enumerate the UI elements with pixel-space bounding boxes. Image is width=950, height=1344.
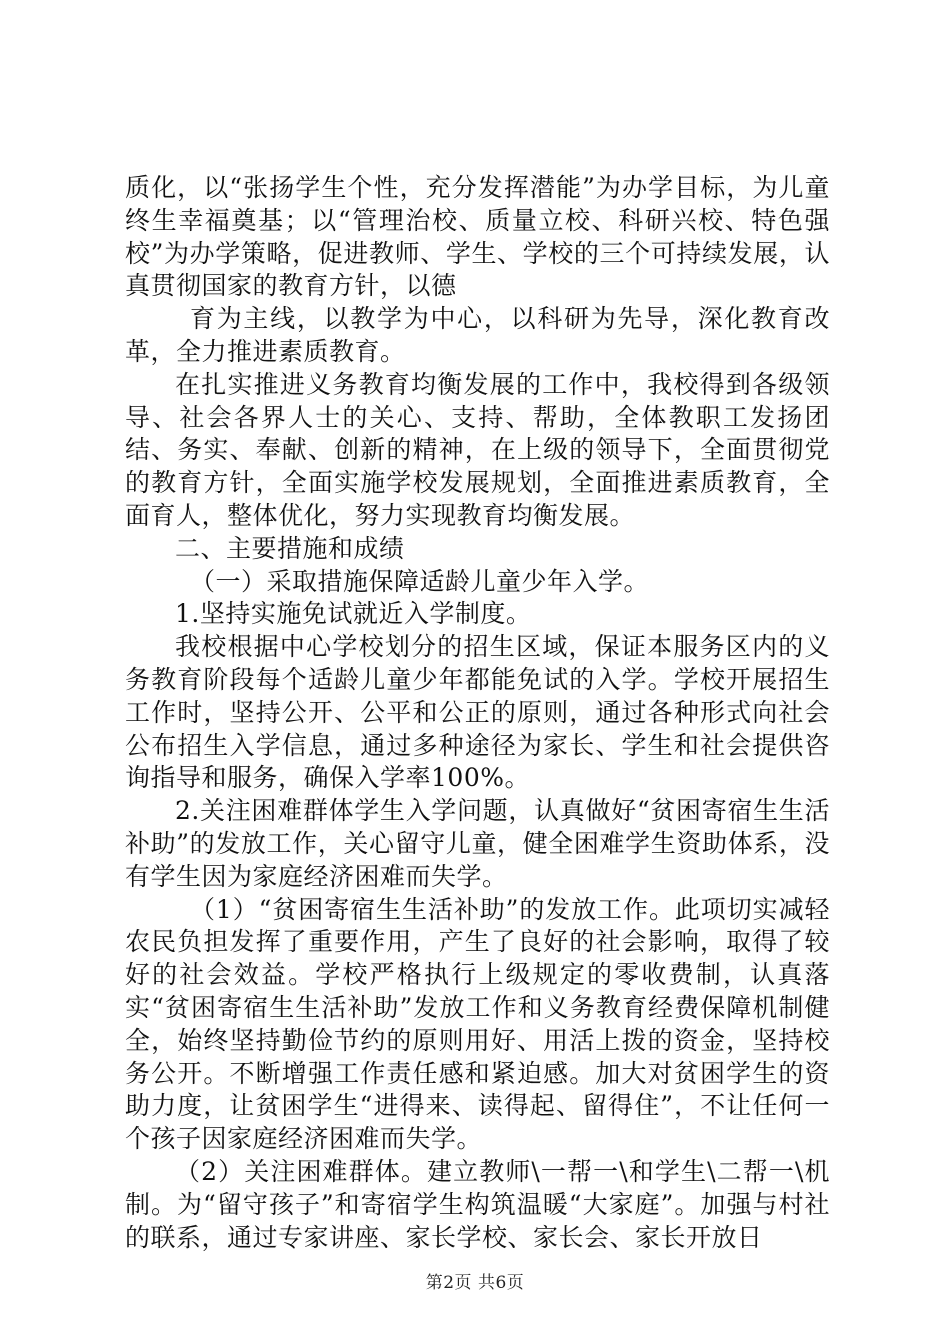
paragraph-continuation: 质化，以“张扬学生个性，充分发挥潜能”为办学目标，为儿童终生幸福奠基；以“管理治校、质量立校、科研兴校、特色强校”为办学策略，促进教师、学生、学校的三个可持续发展，认真贯彻国家的教育方针，以德 <box>125 173 830 301</box>
paragraph-boarding-subsidy: （1）“贫困寄宿生生活补助”的发放工作。此项切实减轻农民负担发挥了重要作用，产生了良好的社会影响，取得了较好的社会效益。学校严格执行上级规定的零收费制，认真落实“贫困寄宿生生活补助”发放工作和义务教育经费保障机制健全，始终坚持勤俭节约的原则用好、用活上拨的资金，坚持校务公开。不断增强工作责任感和紧迫感。加大对贫困学生的资助力度，让贫困学生“进得来、读得起、留得住”，不让任何一个孩子因家庭经济困难而失学。 <box>125 894 830 1154</box>
document-body <box>125 172 830 1254</box>
item-heading-exam-free: 1.坚持实施免试就近入学制度。 <box>175 599 532 629</box>
paragraph-balanced-development: 在扎实推进义务教育均衡发展的工作中，我校得到各级领导、社会各界人士的关心、支持、帮助，全体教职工发扬团结、务实、奉献、创新的精神，在上级的领导下，全面贯彻党的教育方针，全面实施学校发展规划，全面推进素质教育，全面育人，整体优化，努力实现教育均衡发展。 <box>125 369 830 530</box>
subsection-heading-enrollment: （一）采取措施保障适龄儿童少年入学。 <box>190 566 650 596</box>
page-number-footer: 第2页 共6页 <box>425 1273 525 1293</box>
section-heading-measures: 二、主要措施和成绩 <box>175 533 405 563</box>
paragraph-enrollment-zone: 我校根据中心学校划分的招生区域，保证本服务区内的义务教育阶段每个适龄儿童少年都能免试的入学。学校开展招生工作时，坚持公开、公平和公正的原则，通过各种形式向社会公布招生入学信息，通过多种途径为家长、学生和社会提供咨询指导和服务，确保入学率100%。 <box>125 632 830 793</box>
paragraph-moral-education: 育为主线，以教学为中心，以科研为先导，深化教育改革，全力推进素质教育。 <box>125 304 830 366</box>
paragraph-care-groups: （2）关注困难群体。建立教师\一帮一\和学生\二帮一\机制。为“留守孩子”和寄宿学生构筑温暖“大家庭”。加强与村社的联系，通过专家讲座、家长学校、家长会、家长开放日 <box>125 1156 830 1252</box>
paragraph-needy-students: 2.关注困难群体学生入学问题，认真做好“贫困寄宿生生活补助”的发放工作，关心留守儿童，健全困难学生资助体系，没有学生因为家庭经济困难而失学。 <box>125 796 830 891</box>
